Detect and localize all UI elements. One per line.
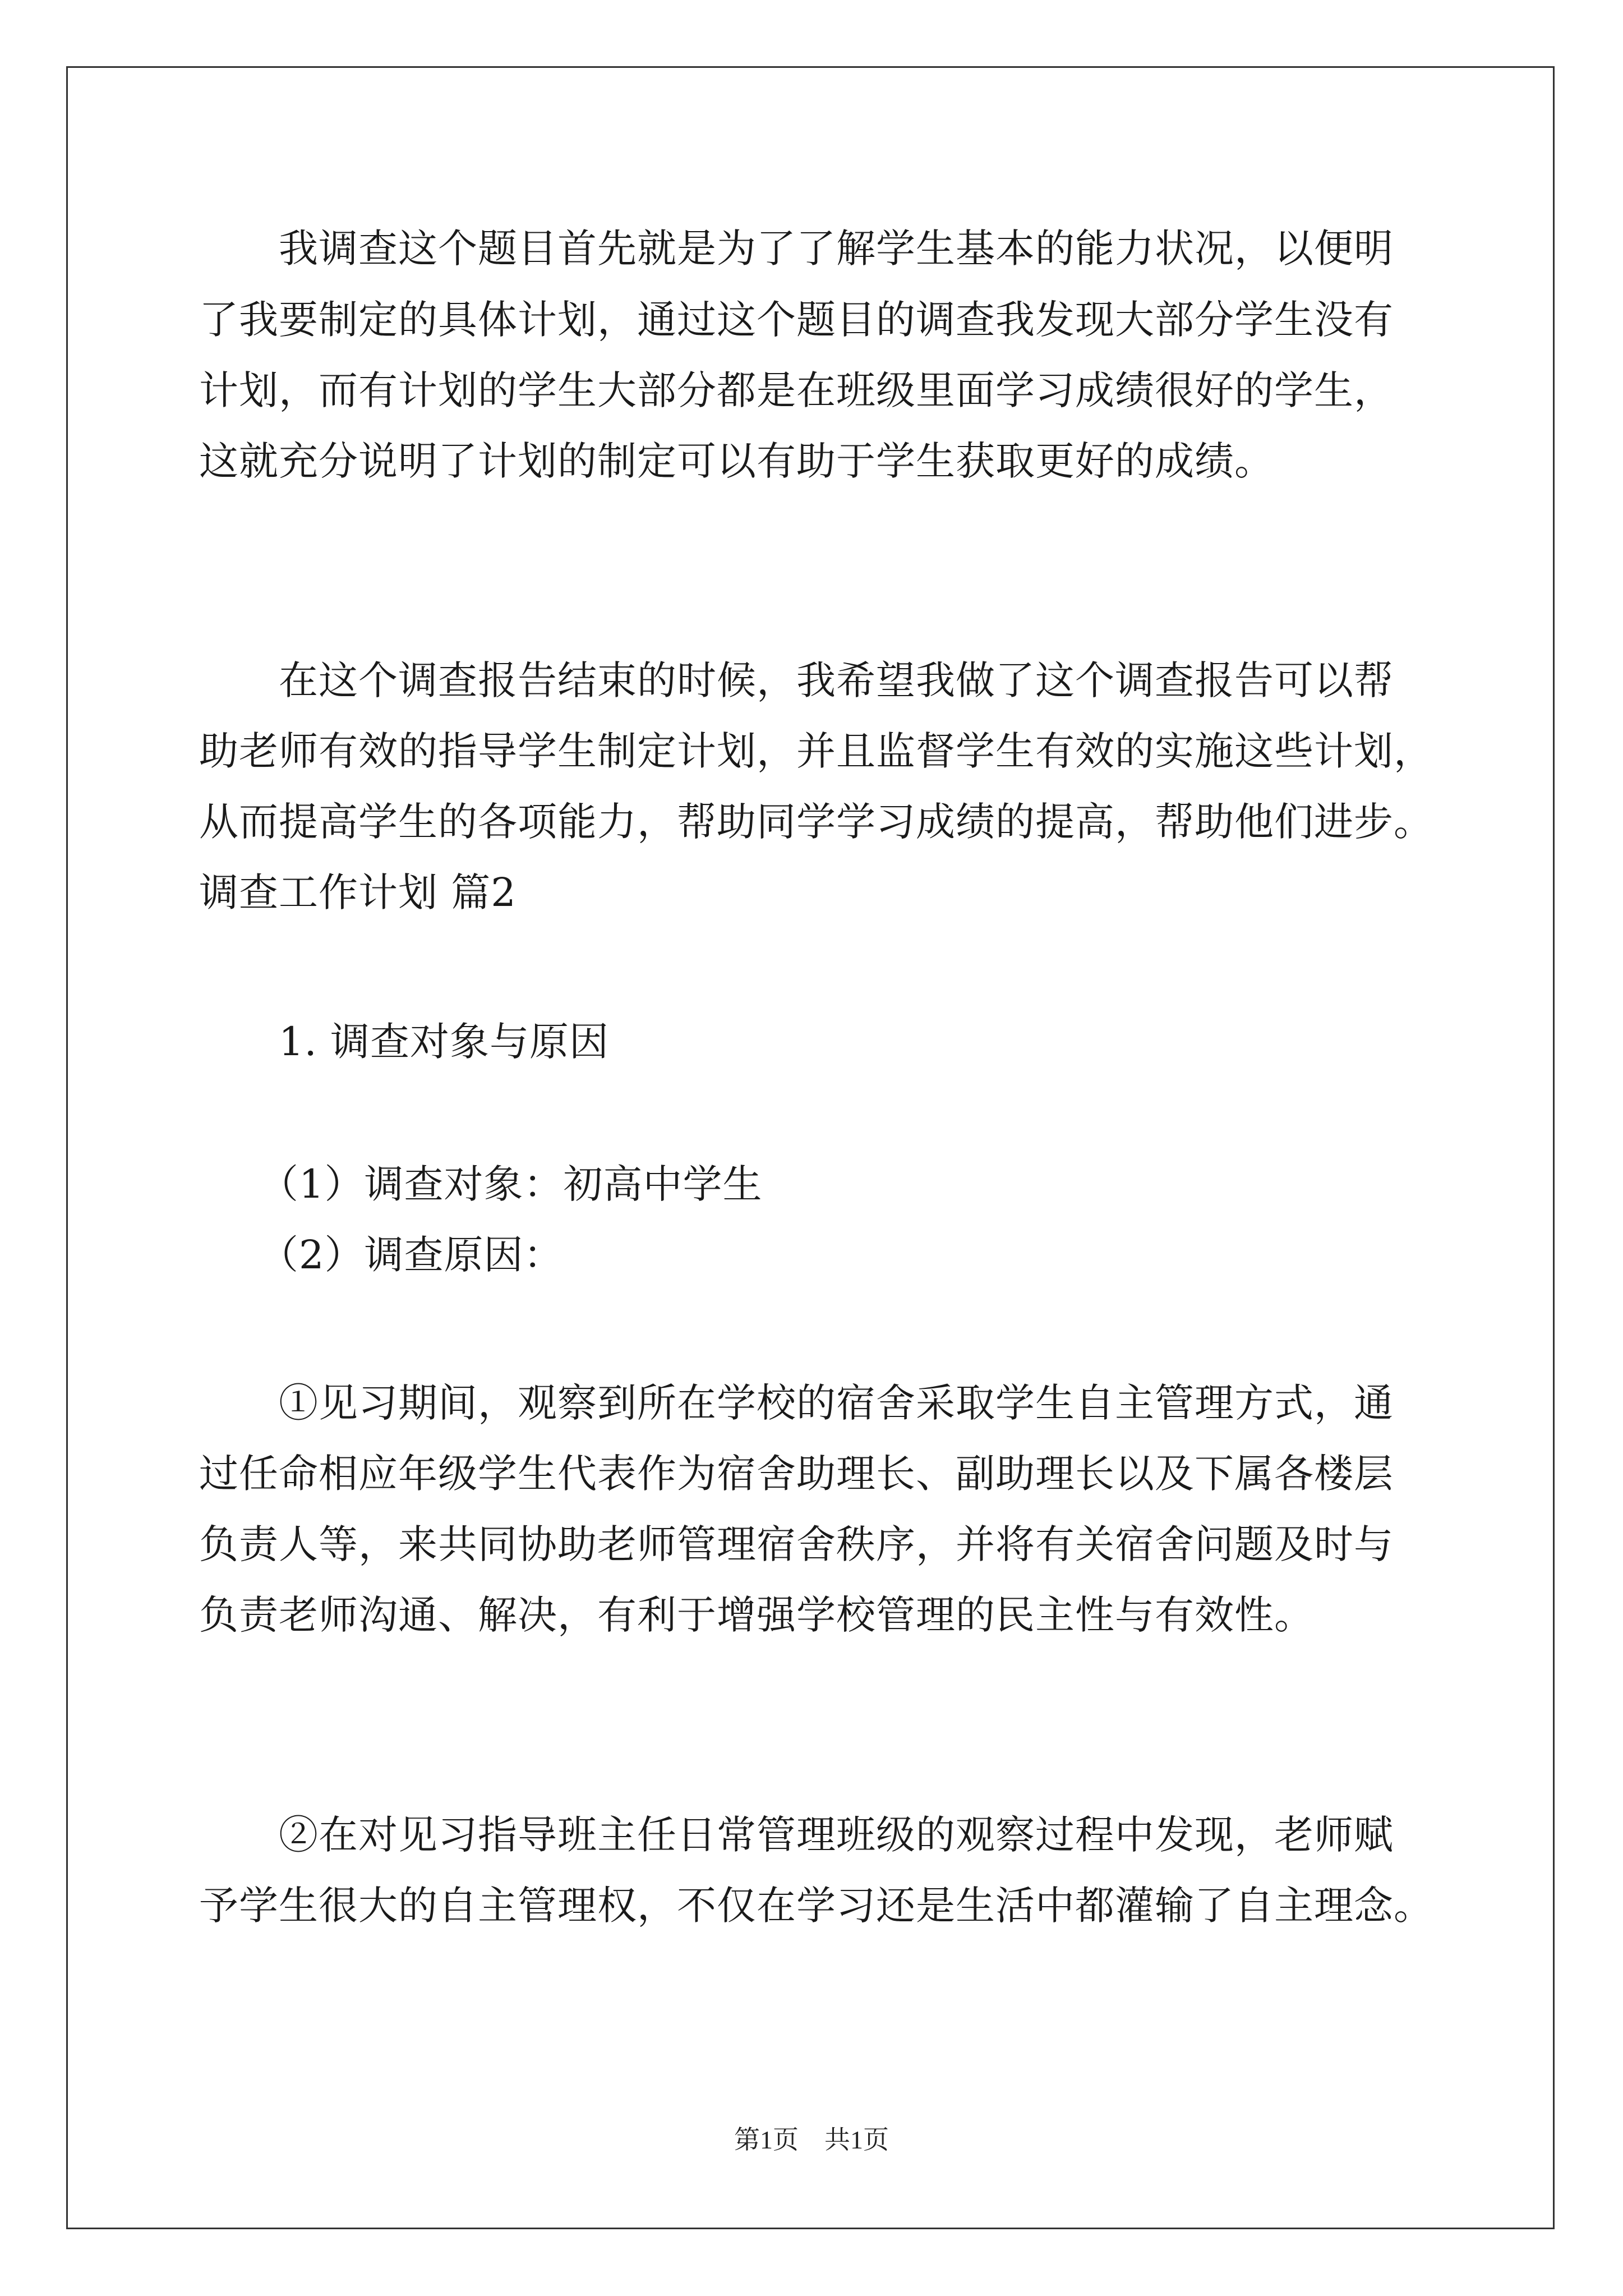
text-line: 负责人等，来共同协助老师管理宿舍秩序，并将有关宿舍问题及时与 [199, 1521, 1394, 1567]
text-line: 助老师有效的指导学生制定计划，并且监督学生有效的实施这些计划， [199, 728, 1433, 774]
text-line: ②在对见习指导班主任日常管理班级的观察过程中发现，老师赋 [199, 1812, 1394, 1858]
text-line: 1. 调查对象与原因 [199, 1019, 610, 1065]
text-line: ①见习期间，观察到所在学校的宿舍采取学生自主管理方式，通 [199, 1380, 1394, 1426]
text-line: 了我要制定的具体计划，通过这个题目的调查我发现大部分学生没有 [199, 297, 1394, 343]
text-line: （1）调查对象：初高中学生 [199, 1161, 763, 1207]
text-line: 负责老师沟通、解决，有利于增强学校管理的民主性与有效性。 [199, 1592, 1314, 1638]
text-line: 我调查这个题目首先就是为了了解学生基本的能力状况，以便明 [199, 226, 1394, 272]
text-line: 这就充分说明了计划的制定可以有助于学生获取更好的成绩。 [199, 438, 1274, 484]
text-line: 过任命相应年级学生代表作为宿舍助理长、副助理长以及下属各楼层 [199, 1451, 1394, 1497]
text-line: 在这个调查报告结束的时候，我希望我做了这个调查报告可以帮 [199, 657, 1394, 703]
text-line: 计划，而有计划的学生大部分都是在班级里面学习成绩很好的学生， [199, 367, 1394, 413]
text-line: 予学生很大的自主管理权，不仅在学习还是生活中都灌输了自主理念。 [199, 1883, 1433, 1929]
page-number-footer: 第1页 共1页 [734, 2125, 889, 2154]
text-line: 从而提高学生的各项能力，帮助同学学习成绩的提高，帮助他们进步。 [199, 799, 1433, 845]
section-heading: 调查工作计划 篇2 [199, 869, 517, 915]
text-line: （2）调查原因： [199, 1232, 564, 1278]
